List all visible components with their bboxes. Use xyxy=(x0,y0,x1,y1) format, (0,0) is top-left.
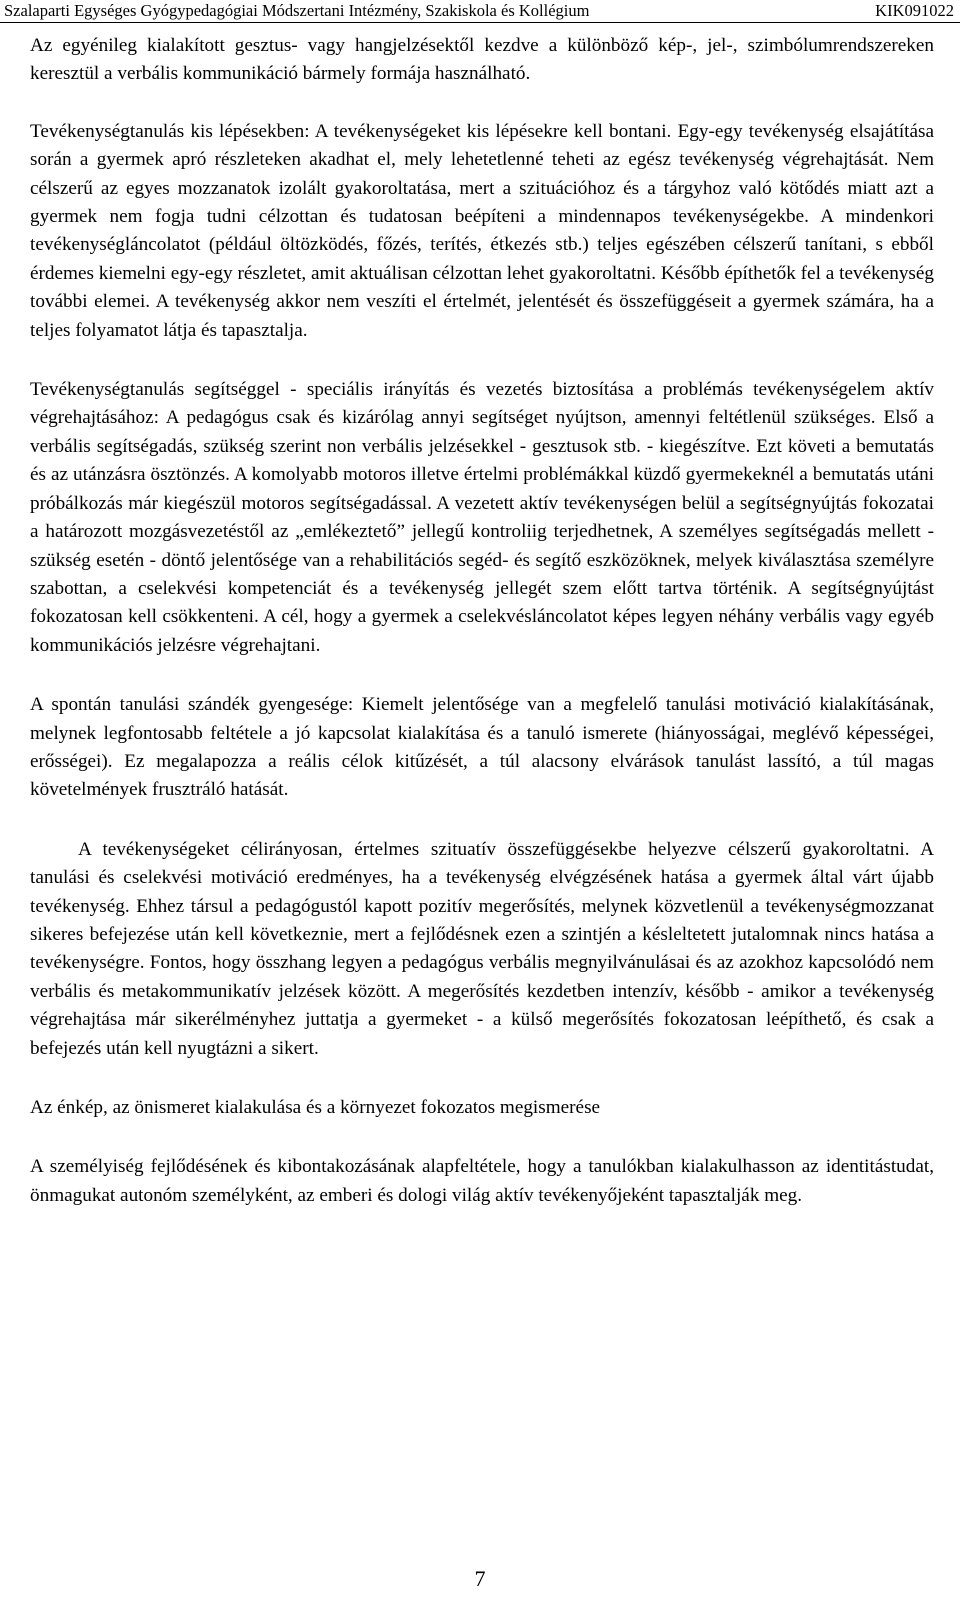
paragraph-communication: Az egyénileg kialakított gesztus- vagy hangjelzésektől kezdve a különböző kép-, jel-, szimbólumrendszereken keresztül a verbális kommunikáció bármely formája használható. xyxy=(30,35,934,85)
paragraph-small-steps: Tevékenységtanulás kis lépésekben: A tevékenységeket kis lépésekre kell bontani. Egy-egy tevékenység elsajátítása során a gyermek apró részleteken akadhat el, mely lehetetlenné teheti az egész tevékenység végrehajtását. Nem célszerű az egyes mozzanatok izolált gyakoroltatása, mert a szituációhoz és a tárgyhoz való kötődés miatt azt a gyermek nem fogja tudni célzottan és tudatosan beépíteni a mindennapos tevékenységekbe. A mindenkori tevékenységláncolatot (például öltözködés, főzés, terítés, étkezés stb.) teljes egészében célszerű tanítani, s ebből érdemes kiemelni egy-egy részletet, amit aktuálisan célzottan lehet gyakoroltatni. Később építhetők fel a tevékenység további elemei. A tevékenység akkor nem veszíti el értelmét, jelentését és összefüggéseit a gyermek számára, ha a teljes folyamatot látja és tapasztalja. xyxy=(30,120,934,341)
page-number: 7 xyxy=(474,1566,486,1591)
paragraph-assisted-learning: Tevékenységtanulás segítséggel - speciális irányítás és vezetés biztosítása a problémás tevékenységelem aktív végrehajtásához: A pedagógus csak és kizárólag annyi segítséget nyújtson, amennyi feltétlenül szükséges. Első a verbális segítségadás, szükség szerint non verbális jelzésekkel - gesztusok stb. - kiegészítve. Ezt követi a bemutatás és az utánzásra ösztönzés. A komolyabb motoros illetve értelmi problémákkal küzdő gyermekeknél a bemutatás utáni próbálkozás már kiegészül motoros segítségadással. A vezetett aktív tevékenységen belül a segítségnyújtás fokozatai a határozott mozgásvezetéstől az „emlékeztető” jellegű kontroliig terjedhetnek, A személyes segítségadás mellett - szükség esetén - döntő jelentősége van a rehabilitációs segéd- és segítő eszközöknek, melyek kiválasztása személyre szabottan, a cselekvési kompetenciát és a tevékenység jellegét szem előtt tartva történik. A segítségnyújtást fokozatosan kell csökkenteni. A cél, hogy a gyermek a cselekvésláncolatot képes legyen néhány verbális vagy egyéb kommunikációs jelzésre végrehajtani. xyxy=(30,379,934,656)
paragraph-motivation: A tevékenységeket célirányosan, értelmes szituatív összefüggésekbe helyezve célszerű gyakoroltatni. A tanulási és cselekvési motiváció eredményes, ha a tevékenység elvégzésének hatása a gyermek által várt újabb tevékenység. Ehhez társul a pedagógustól kapott pozitív megerősítés, melynek közvetlenül a tevékenységmozzanat sikeres befejezése után kell következnie, mert a fejlődésnek ezen a szintjén a késleltetett jutalomnak nincs hatása a tevékenységre. Fontos, hogy összhang legyen a pedagógus verbális megnyilvánulásai és az azokhoz kapcsolódó nem verbális és metakommunikatív jelzések között. A megerősítés kezdetben intenzív, később - amikor a tevékenység végrehajtása már sikerélményhez juttatja a gyermeket - a külső megerősítés fokozatosan leépíthető, és csak a befejezés után kell nyugtázni a sikert. xyxy=(30,838,934,1059)
header-document-code: KIK091022 xyxy=(875,1,954,20)
paragraph-personality: A személyiség fejlődésének és kibontakozásának alapfeltétele, hogy a tanulókban kialakulhasson az identitástudat, önmagukat autonóm személyként, az emberi és dologi világ aktív tevékenyőjeként tapasztalják meg. xyxy=(30,1156,934,1206)
section-heading-self-image: Az énkép, az önismeret kialakulása és a környezet fokozatos megismerése xyxy=(30,1097,601,1118)
page-body xyxy=(30,32,934,1241)
paragraph-spontaneous-learning: A spontán tanulási szándék gyengesége: Kiemelt jelentősége van a megfelelő tanulási motiváció kialakításának, melynek legfontosabb feltétele a jó kapcsolat kialakítása és a tanuló ismerete (hiányosságai, meglévő képességei, erősségei). Ez megalapozza a reális célok kitűzését, a túl alacsony elvárások tanulást lassító, a túl magas követelmények frusztráló hatását. xyxy=(30,694,934,801)
page-header xyxy=(0,0,960,23)
header-institution: Szalaparti Egységes Gyógypedagógiai Módszertani Intézmény, Szakiskola és Kollégium xyxy=(4,1,590,20)
